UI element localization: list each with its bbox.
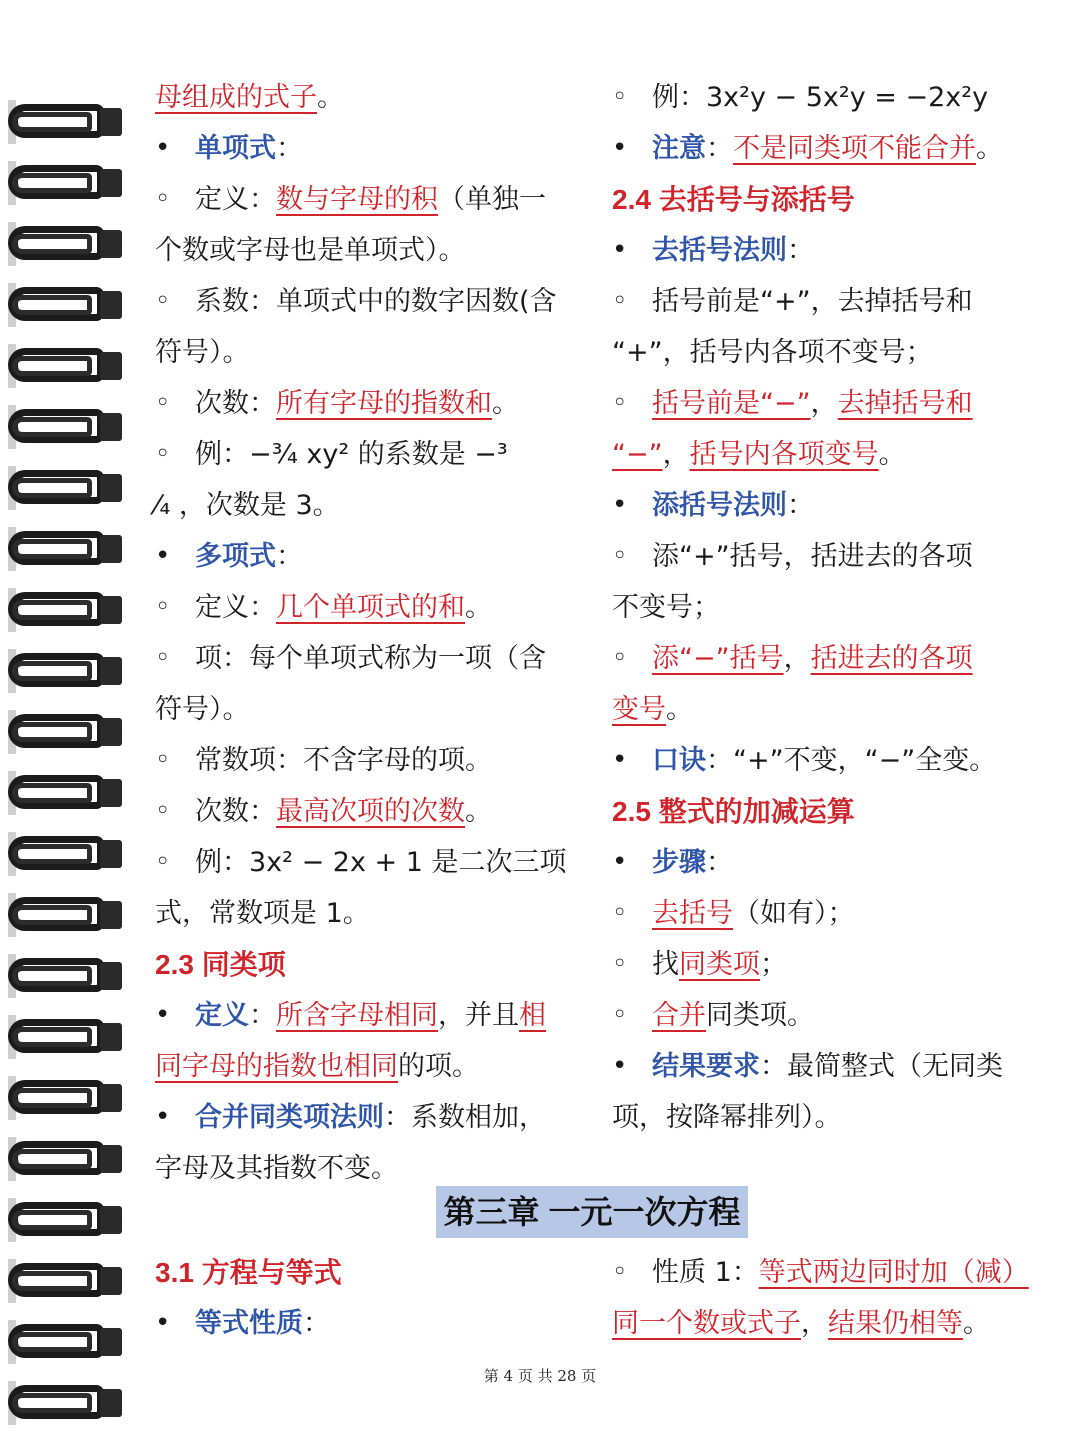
body-text: （如有）； bbox=[733, 898, 855, 929]
text-line bbox=[155, 378, 585, 429]
highlight-text: 所含字母相同 bbox=[276, 1000, 438, 1031]
binding-ring bbox=[8, 344, 120, 388]
body-text: 。 bbox=[317, 82, 344, 113]
body-text: ： bbox=[787, 490, 814, 521]
term-label: 添括号法则 bbox=[652, 490, 787, 521]
term-label: 等式性质 bbox=[195, 1308, 303, 1339]
body-text: 。 bbox=[465, 796, 492, 827]
text-line bbox=[155, 1298, 585, 1349]
text-line bbox=[612, 633, 1037, 684]
text-line bbox=[612, 786, 1037, 837]
body-text: ： bbox=[276, 133, 303, 164]
body-text: 系数：单项式中的数字因数(含 bbox=[195, 286, 557, 317]
text-line bbox=[155, 684, 585, 735]
right-column bbox=[612, 72, 1037, 1143]
body-text: 性质 1： bbox=[652, 1257, 759, 1288]
text-line bbox=[155, 582, 585, 633]
body-text: 定义： bbox=[195, 184, 276, 215]
text-line bbox=[612, 174, 1037, 225]
body-text: 次数： bbox=[195, 388, 276, 419]
body-text: ：系数相加， bbox=[384, 1102, 546, 1133]
term-label: 口诀 bbox=[652, 745, 706, 776]
text-line bbox=[612, 1041, 1037, 1092]
body-text: ： bbox=[303, 1308, 330, 1339]
body-text: 同类项。 bbox=[706, 1000, 814, 1031]
body-text: ： bbox=[249, 1000, 276, 1031]
body-text: ， bbox=[783, 643, 811, 674]
text-line bbox=[612, 837, 1037, 888]
body-text: 项，按降幂排列）。 bbox=[612, 1102, 842, 1133]
body-text: 例：3x²y − 5x²y = −2x²y bbox=[652, 82, 989, 113]
text-line bbox=[612, 990, 1037, 1041]
sub-bullet-icon bbox=[612, 990, 652, 1042]
text-line bbox=[155, 1092, 585, 1143]
text-line bbox=[155, 633, 585, 684]
highlight-text: 去掉括号和 bbox=[837, 388, 973, 419]
sub-bullet-icon bbox=[155, 429, 195, 481]
text-line bbox=[155, 327, 585, 378]
body-text: 。 bbox=[465, 592, 492, 623]
highlight-text: 同类项 bbox=[679, 949, 760, 980]
body-text: 定义： bbox=[195, 592, 276, 623]
text-line bbox=[155, 735, 585, 786]
body-text: ： bbox=[276, 541, 303, 572]
bottom-right-column bbox=[612, 1247, 1037, 1349]
text-line bbox=[612, 276, 1037, 327]
sub-bullet-icon bbox=[155, 786, 195, 838]
text-line bbox=[612, 888, 1037, 939]
body-text: 。 bbox=[963, 1308, 990, 1339]
binding-ring bbox=[8, 588, 120, 632]
page-footer: 第 4 页 共 28 页 bbox=[483, 1367, 597, 1385]
binding-ring bbox=[8, 1259, 120, 1303]
sub-bullet-icon bbox=[612, 939, 652, 991]
highlight-text: 母组成的式子 bbox=[155, 82, 317, 113]
chapter-title: 第三章 一元一次方程 bbox=[436, 1186, 748, 1238]
term-label: 单项式 bbox=[195, 133, 276, 164]
body-text: ：“+”不变，“−”全变。 bbox=[706, 745, 997, 776]
text-line bbox=[155, 429, 585, 480]
sub-bullet-icon bbox=[612, 531, 652, 583]
bullet-icon bbox=[612, 225, 652, 277]
binding-ring bbox=[8, 1137, 120, 1181]
text-line bbox=[155, 123, 585, 174]
term-label: 注意 bbox=[652, 133, 706, 164]
text-line bbox=[155, 1247, 585, 1298]
body-text: 。 bbox=[976, 133, 1003, 164]
binding-ring bbox=[8, 405, 120, 449]
binding-ring bbox=[8, 1381, 120, 1425]
binding-ring bbox=[8, 649, 120, 693]
binding-ring bbox=[8, 161, 120, 205]
binding-ring bbox=[8, 222, 120, 266]
body-text: 常数项：不含字母的项。 bbox=[195, 745, 492, 776]
body-text: 找 bbox=[652, 949, 679, 980]
term-label: 定义 bbox=[195, 1000, 249, 1031]
binding-ring bbox=[8, 832, 120, 876]
sub-bullet-icon bbox=[155, 174, 195, 226]
term-label: 多项式 bbox=[195, 541, 276, 572]
sub-bullet-icon bbox=[612, 276, 652, 328]
sub-bullet-icon bbox=[612, 633, 652, 685]
bullet-icon bbox=[155, 990, 195, 1042]
body-text: 添“+”括号，括进去的各项 bbox=[652, 541, 973, 572]
text-line bbox=[155, 939, 585, 990]
sub-bullet-icon bbox=[612, 378, 652, 430]
body-text: 不变号； bbox=[612, 592, 720, 623]
bullet-icon bbox=[612, 123, 652, 175]
section-heading: 2.4 去括号与添括号 bbox=[612, 184, 855, 215]
binding-ring bbox=[8, 954, 120, 998]
bullet-icon bbox=[612, 1041, 652, 1093]
body-text: 符号）。 bbox=[155, 337, 250, 368]
binding-ring bbox=[8, 1198, 120, 1242]
body-text: 式，常数项是 1。 bbox=[155, 898, 370, 929]
sub-bullet-icon bbox=[155, 276, 195, 328]
sub-bullet-icon bbox=[612, 72, 652, 124]
highlight-text: 同字母的指数也相同 bbox=[155, 1051, 398, 1082]
highlight-text: 添“−”括号 bbox=[652, 643, 784, 674]
binding-ring bbox=[8, 771, 120, 815]
body-text: ： bbox=[706, 133, 733, 164]
binding-ring bbox=[8, 893, 120, 937]
text-line bbox=[612, 582, 1037, 633]
binding-ring bbox=[8, 710, 120, 754]
text-line bbox=[612, 327, 1037, 378]
bullet-icon bbox=[155, 1092, 195, 1144]
sub-bullet-icon bbox=[612, 1247, 652, 1299]
binding-ring bbox=[8, 1320, 120, 1364]
body-text: ， bbox=[801, 1308, 828, 1339]
term-label: 步骤 bbox=[652, 847, 706, 878]
highlight-text: 等式两边同时加（减） bbox=[758, 1257, 1029, 1288]
left-column bbox=[155, 72, 585, 1194]
body-text: ：最简整式（无同类 bbox=[760, 1051, 1003, 1082]
highlight-text: 同一个数或式子 bbox=[612, 1308, 801, 1339]
binding-ring bbox=[8, 100, 120, 144]
body-text: 次数： bbox=[195, 796, 276, 827]
text-line bbox=[155, 786, 585, 837]
body-text: 个数或字母也是单项式）。 bbox=[155, 235, 466, 266]
text-line bbox=[612, 1247, 1037, 1298]
body-text: “+”，括号内各项不变号； bbox=[612, 337, 933, 368]
text-line bbox=[612, 531, 1037, 582]
highlight-text: 变号 bbox=[612, 694, 666, 725]
text-line bbox=[612, 939, 1037, 990]
text-line bbox=[612, 480, 1037, 531]
bullet-icon bbox=[612, 480, 652, 532]
body-text: 。 bbox=[492, 388, 519, 419]
text-line bbox=[612, 72, 1037, 123]
sub-bullet-icon bbox=[155, 582, 195, 634]
text-line bbox=[155, 276, 585, 327]
body-text: 。 bbox=[878, 439, 906, 470]
text-line bbox=[612, 684, 1037, 735]
text-line bbox=[612, 429, 1037, 480]
bullet-icon bbox=[612, 735, 652, 787]
highlight-text: 不是同类项不能合并 bbox=[733, 133, 976, 164]
bullet-icon bbox=[155, 123, 195, 175]
highlight-text: 几个单项式的和 bbox=[276, 592, 465, 623]
highlight-text: 括进去的各项 bbox=[810, 643, 973, 674]
section-heading: 2.3 同类项 bbox=[155, 949, 286, 980]
body-text: ⁄₄ ，次数是 3。 bbox=[155, 490, 340, 521]
binding-ring bbox=[8, 466, 120, 510]
text-line bbox=[155, 531, 585, 582]
body-text: 例：3x² − 2x + 1 是二次三项 bbox=[195, 847, 567, 878]
sub-bullet-icon bbox=[155, 633, 195, 685]
highlight-text: “−” bbox=[612, 439, 663, 470]
term-label: 结果要求 bbox=[652, 1051, 760, 1082]
text-line bbox=[155, 174, 585, 225]
text-line bbox=[155, 72, 585, 123]
body-text: ， bbox=[662, 439, 690, 470]
body-text: 的项。 bbox=[398, 1051, 479, 1082]
text-line bbox=[612, 225, 1037, 276]
body-text: 符号）。 bbox=[155, 694, 250, 725]
bottom-left-column bbox=[155, 1247, 585, 1349]
section-heading: 2.5 整式的加减运算 bbox=[612, 796, 855, 827]
binding-ring bbox=[8, 527, 120, 571]
body-text: （单独一 bbox=[438, 184, 546, 215]
highlight-text: 相 bbox=[519, 1000, 546, 1031]
binding-ring bbox=[8, 1015, 120, 1059]
text-line bbox=[155, 990, 585, 1041]
body-text: ； bbox=[760, 949, 787, 980]
term-label: 合并同类项法则 bbox=[195, 1102, 384, 1133]
highlight-text: 括号内各项变号 bbox=[689, 439, 879, 470]
text-line bbox=[612, 123, 1037, 174]
body-text: 例：−³⁄₄ xy² 的系数是 −³ bbox=[195, 439, 508, 470]
bullet-icon bbox=[155, 1298, 195, 1350]
bullet-icon bbox=[155, 531, 195, 583]
body-text: ， bbox=[810, 388, 838, 419]
binding-ring bbox=[8, 283, 120, 327]
text-line bbox=[612, 378, 1037, 429]
sub-bullet-icon bbox=[155, 837, 195, 889]
text-line bbox=[155, 888, 585, 939]
text-line bbox=[155, 1041, 585, 1092]
binding-ring bbox=[8, 1076, 120, 1120]
body-text: ： bbox=[787, 235, 814, 266]
text-line bbox=[155, 837, 585, 888]
spiral-binding bbox=[0, 40, 130, 1400]
sub-bullet-icon bbox=[155, 378, 195, 430]
highlight-text: 最高次项的次数 bbox=[276, 796, 465, 827]
term-label: 去括号法则 bbox=[652, 235, 787, 266]
highlight-text: 所有字母的指数和 bbox=[276, 388, 492, 419]
body-text: ： bbox=[706, 847, 733, 878]
body-text: 。 bbox=[666, 694, 693, 725]
highlight-text: 合并 bbox=[652, 1000, 706, 1031]
sub-bullet-icon bbox=[612, 888, 652, 940]
body-text: 字母及其指数不变。 bbox=[155, 1153, 398, 1184]
highlight-text: 结果仍相等 bbox=[828, 1308, 963, 1339]
bullet-icon bbox=[612, 837, 652, 889]
body-text: 项：每个单项式称为一项（含 bbox=[195, 643, 546, 674]
sub-bullet-icon bbox=[155, 735, 195, 787]
highlight-text: 数与字母的积 bbox=[276, 184, 438, 215]
text-line bbox=[155, 225, 585, 276]
text-line bbox=[612, 1092, 1037, 1143]
section-heading: 3.1 方程与等式 bbox=[155, 1257, 342, 1288]
highlight-text: 括号前是“−” bbox=[652, 388, 811, 419]
text-line bbox=[155, 480, 585, 531]
text-line bbox=[612, 735, 1037, 786]
body-text: ，并且 bbox=[438, 1000, 519, 1031]
body-text: 括号前是“+”，去掉括号和 bbox=[652, 286, 973, 317]
text-line bbox=[612, 1298, 1037, 1349]
highlight-text: 去括号 bbox=[652, 898, 733, 929]
